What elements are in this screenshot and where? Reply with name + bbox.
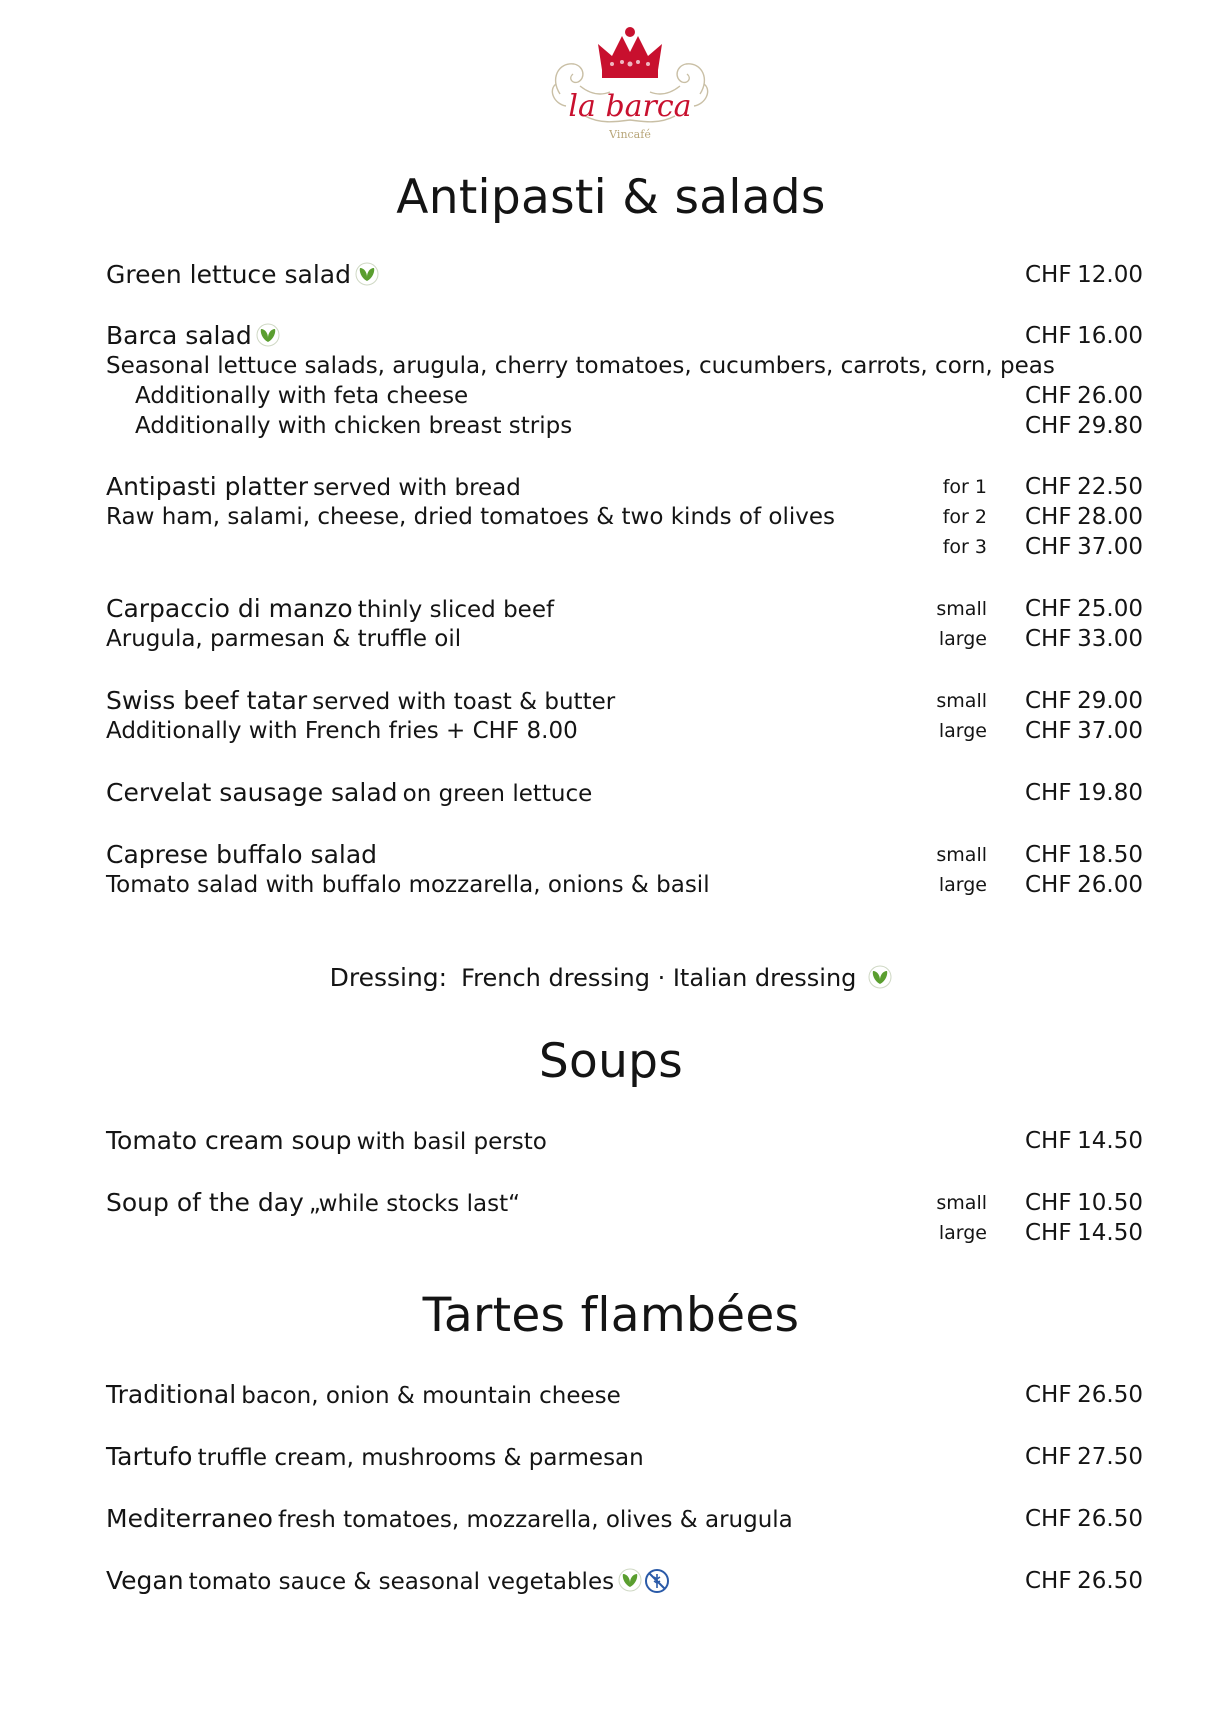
section-title-antipasti: Antipasti & salads [396, 170, 826, 225]
size-label: for 3 [942, 536, 987, 558]
price-value: 25.00 [1077, 596, 1143, 622]
item-name: Antipasti platter [106, 472, 309, 501]
vegetarian-leaf-icon [618, 1568, 642, 1592]
currency: CHF [1025, 780, 1072, 806]
price-chicken [1025, 411, 1143, 441]
currency: CHF [1025, 474, 1072, 500]
price-barca-salad [1025, 321, 1143, 351]
item-antipasti-platter [106, 472, 521, 502]
currency: CHF [1025, 1220, 1072, 1246]
item-name: Swiss beef tatar [106, 686, 308, 715]
item-tarte-vegan [106, 1566, 670, 1596]
price-caprese-large [1025, 870, 1143, 900]
item-option-chicken: Additionally with chicken breast strips [135, 413, 573, 439]
item-tarte-tartufo [106, 1442, 644, 1472]
currency: CHF [1025, 1190, 1072, 1216]
item-description: Seasonal lettuce salads, arugula, cherry tomatoes, cucumbers, carrots, corn, peas [106, 353, 1055, 379]
section-title-tartes: Tartes flambées [422, 1288, 800, 1343]
price-value: 19.80 [1077, 780, 1143, 806]
item-subtitle: bacon, onion & mountain cheese [241, 1383, 621, 1409]
price-value: 26.00 [1077, 383, 1143, 409]
price-tatar-small [1025, 686, 1143, 716]
size-label: large [938, 720, 987, 742]
item-subtitle: tomato sauce & seasonal vegetables [188, 1569, 615, 1595]
price-tarte-tartufo [1025, 1442, 1143, 1472]
item-option-feta: Additionally with feta cheese [135, 383, 469, 409]
item-subtitle: „while stocks last“ [308, 1191, 520, 1217]
la-barca-logo [540, 24, 720, 160]
size-label: large [938, 1222, 987, 1244]
price-value: 29.80 [1077, 413, 1143, 439]
price-value: 37.00 [1077, 534, 1143, 560]
currency: CHF [1025, 718, 1072, 744]
price-carpaccio-large [1025, 624, 1143, 654]
currency: CHF [1025, 323, 1072, 349]
item-name: Traditional [106, 1380, 237, 1409]
item-name: Barca salad [106, 321, 252, 350]
item-name: Green lettuce salad [106, 260, 351, 289]
price-value: 37.00 [1077, 718, 1143, 744]
price-value: 18.50 [1077, 842, 1143, 868]
price-platter-2 [1025, 502, 1143, 532]
item-tomato-soup [106, 1126, 547, 1156]
vegetarian-leaf-icon [868, 965, 892, 989]
currency: CHF [1025, 262, 1072, 288]
price-cervelat [1025, 778, 1143, 808]
price-carpaccio-small [1025, 594, 1143, 624]
price-platter-3 [1025, 532, 1143, 562]
price-tarte-vegan [1025, 1566, 1143, 1596]
price-tarte-mediterraneo [1025, 1504, 1143, 1534]
size-label: small [936, 690, 987, 712]
item-name: Mediterraneo [106, 1504, 273, 1533]
currency: CHF [1025, 1568, 1072, 1594]
price-value: 26.00 [1077, 872, 1143, 898]
item-name: Soup of the day [106, 1188, 304, 1217]
currency: CHF [1025, 504, 1072, 530]
price-tomato-soup [1025, 1126, 1143, 1156]
item-subtitle: thinly sliced beef [357, 597, 555, 623]
dressing-line [0, 962, 1222, 994]
vegetarian-leaf-icon [256, 323, 280, 347]
price-value: 16.00 [1077, 323, 1143, 349]
item-cervelat [106, 778, 592, 808]
price-soup-small [1025, 1188, 1143, 1218]
item-barca-salad [106, 321, 280, 351]
currency: CHF [1025, 596, 1072, 622]
logo-subtext: Vincafé [609, 128, 651, 141]
item-subtitle: with basil persto [356, 1129, 547, 1155]
currency: CHF [1025, 842, 1072, 868]
price-soup-large [1025, 1218, 1143, 1248]
dressing-options: French dressing · Italian dressing [461, 964, 857, 992]
item-green-salad [106, 260, 379, 290]
item-name: Carpaccio di manzo [106, 594, 353, 623]
size-label: small [936, 598, 987, 620]
dressing-label: Dressing: [329, 963, 448, 992]
price-value: 22.50 [1077, 474, 1143, 500]
item-tarte-mediterraneo [106, 1504, 793, 1534]
price-value: 26.50 [1077, 1506, 1143, 1532]
size-label: for 1 [942, 476, 987, 498]
item-description: Raw ham, salami, cheese, dried tomatoes & two kinds of olives [106, 504, 835, 530]
currency: CHF [1025, 383, 1072, 409]
item-description: Arugula, parmesan & truffle oil [106, 626, 462, 652]
item-name: Tomato cream soup [106, 1126, 352, 1155]
item-name: Tartufo [106, 1442, 193, 1471]
price-value: 26.50 [1077, 1568, 1143, 1594]
currency: CHF [1025, 688, 1072, 714]
price-value: 14.50 [1077, 1128, 1143, 1154]
item-subtitle: served with toast & butter [312, 689, 616, 715]
price-green-salad [1025, 260, 1143, 290]
currency: CHF [1025, 872, 1072, 898]
size-label: small [936, 1192, 987, 1214]
size-label: small [936, 844, 987, 866]
item-beef-tatar [106, 686, 615, 716]
currency: CHF [1025, 1382, 1072, 1408]
logo-text: la barca [568, 89, 692, 124]
gluten-free-icon [644, 1568, 670, 1594]
item-name: Caprese buffalo salad [106, 840, 378, 869]
item-subtitle: fresh tomatoes, mozzarella, olives & arugula [278, 1507, 793, 1533]
section-title-soups: Soups [538, 1034, 684, 1089]
item-tarte-traditional [106, 1380, 621, 1410]
size-label: large [938, 628, 987, 650]
currency: CHF [1025, 1506, 1072, 1532]
size-label: large [938, 874, 987, 896]
currency: CHF [1025, 413, 1072, 439]
currency: CHF [1025, 1444, 1072, 1470]
price-value: 28.00 [1077, 504, 1143, 530]
price-feta [1025, 381, 1143, 411]
item-name: Cervelat sausage salad [106, 778, 398, 807]
item-subtitle: on green lettuce [402, 781, 593, 807]
vegetarian-leaf-icon [355, 262, 379, 286]
currency: CHF [1025, 534, 1072, 560]
price-platter-1 [1025, 472, 1143, 502]
price-value: 33.00 [1077, 626, 1143, 652]
item-caprese [106, 840, 377, 870]
item-subtitle: served with bread [313, 475, 521, 501]
price-value: 29.00 [1077, 688, 1143, 714]
item-name: Vegan [106, 1566, 184, 1595]
item-subtitle: truffle cream, mushrooms & parmesan [197, 1445, 644, 1471]
price-tarte-traditional [1025, 1380, 1143, 1410]
currency: CHF [1025, 626, 1072, 652]
size-label: for 2 [942, 506, 987, 528]
item-carpaccio [106, 594, 554, 624]
price-value: 14.50 [1077, 1220, 1143, 1246]
price-tatar-large [1025, 716, 1143, 746]
price-caprese-small [1025, 840, 1143, 870]
item-description: Additionally with French fries + CHF 8.00 [106, 718, 578, 744]
price-value: 26.50 [1077, 1382, 1143, 1408]
price-value: 10.50 [1077, 1190, 1143, 1216]
currency: CHF [1025, 1128, 1072, 1154]
item-soup-of-the-day [106, 1188, 520, 1218]
price-value: 12.00 [1077, 262, 1143, 288]
item-description: Tomato salad with buffalo mozzarella, onions & basil [106, 872, 710, 898]
price-value: 27.50 [1077, 1444, 1143, 1470]
